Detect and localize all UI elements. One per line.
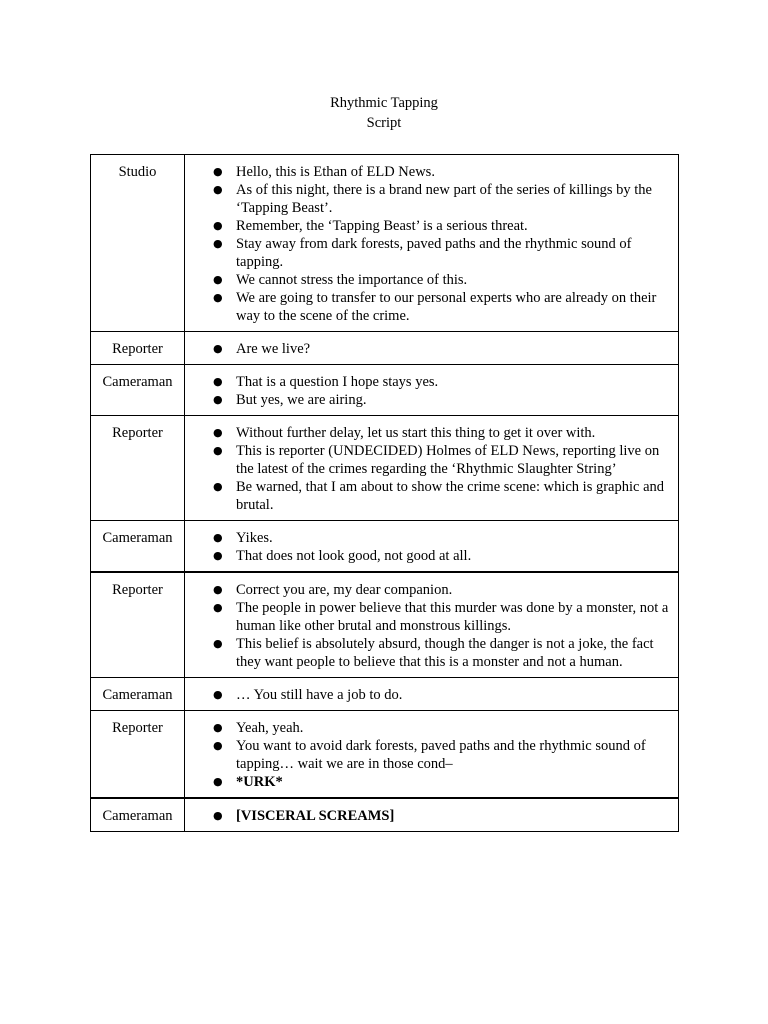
dialog-line: ● This belief is absolutely absurd, though the danger is not a joke, the fact they want people to believe that this is a monster and not a human. [185, 635, 672, 671]
dialog-list [185, 340, 672, 358]
dialog-line: ● We cannot stress the importance of this. [185, 271, 672, 289]
dialog-cell [185, 521, 679, 573]
dialog-line: ● The people in power believe that this murder was done by a monster, not a human like other brutal and monstrous killings. [185, 599, 672, 635]
speaker-cell: Reporter [91, 332, 185, 365]
dialog-line: ● Yeah, yeah. [185, 719, 672, 737]
dialog-cell [185, 332, 679, 365]
dialog-cell [185, 572, 679, 678]
speaker-cell: Cameraman [91, 521, 185, 573]
dialog-line: ● This is reporter (UNDECIDED) Holmes of ELD News, reporting live on the latest of the crimes regarding the ‘Rhythmic Slaughter String’ [185, 442, 672, 478]
dialog-cell [185, 798, 679, 832]
dialog-line: ● We are going to transfer to our personal experts who are already on their way to the scene of the crime. [185, 289, 672, 325]
dialog-cell [185, 711, 679, 799]
script-row [91, 416, 679, 521]
dialog-line: ● Be warned, that I am about to show the crime scene: which is graphic and brutal. [185, 478, 672, 514]
dialog-list [185, 807, 672, 825]
dialog-line: ● You want to avoid dark forests, paved paths and the rhythmic sound of tapping… wait we are in those cond– [185, 737, 672, 773]
speaker-cell: Cameraman [91, 678, 185, 711]
script-row [91, 711, 679, 799]
speaker-cell: Studio [91, 155, 185, 332]
dialog-cell [185, 416, 679, 521]
script-row [91, 521, 679, 573]
document-subtitle: Script [366, 115, 402, 131]
script-row [91, 155, 679, 332]
dialog-line: ● Hello, this is Ethan of ELD News. [185, 163, 672, 181]
dialog-cell [185, 678, 679, 711]
dialog-line: ● Stay away from dark forests, paved paths and the rhythmic sound of tapping. [185, 235, 672, 271]
dialog-list [185, 163, 672, 325]
dialog-list [185, 581, 672, 671]
script-table-body [91, 155, 679, 832]
dialog-cell [185, 365, 679, 416]
dialog-line: ● That is a question I hope stays yes. [185, 373, 672, 391]
speaker-cell: Reporter [91, 416, 185, 521]
dialog-line: ● *URK* [185, 773, 672, 791]
dialog-line: ● Correct you are, my dear companion. [185, 581, 672, 599]
dialog-list [185, 424, 672, 514]
dialog-line: ● [VISCERAL SCREAMS] [185, 807, 672, 825]
dialog-line: ● Remember, the ‘Tapping Beast’ is a serious threat. [185, 217, 672, 235]
speaker-cell: Cameraman [91, 798, 185, 832]
speaker-cell: Cameraman [91, 365, 185, 416]
dialog-line: ● Are we live? [185, 340, 672, 358]
speaker-cell: Reporter [91, 711, 185, 799]
document-header [0, 93, 768, 133]
dialog-line: ● That does not look good, not good at all. [185, 547, 672, 565]
dialog-cell [185, 155, 679, 332]
script-table [90, 154, 679, 832]
script-row [91, 678, 679, 711]
script-row [91, 365, 679, 416]
dialog-line: ● Without further delay, let us start this thing to get it over with. [185, 424, 672, 442]
speaker-cell: Reporter [91, 572, 185, 678]
script-row [91, 572, 679, 678]
dialog-line: ● But yes, we are airing. [185, 391, 672, 409]
dialog-line: ● … You still have a job to do. [185, 686, 672, 704]
dialog-list [185, 529, 672, 565]
dialog-line: ● As of this night, there is a brand new part of the series of killings by the ‘Tapping Beast’. [185, 181, 672, 217]
script-row [91, 798, 679, 832]
dialog-list [185, 373, 672, 409]
document-title: Rhythmic Tapping [330, 95, 438, 111]
script-row [91, 332, 679, 365]
dialog-list [185, 686, 672, 704]
dialog-list [185, 719, 672, 791]
dialog-line: ● Yikes. [185, 529, 672, 547]
